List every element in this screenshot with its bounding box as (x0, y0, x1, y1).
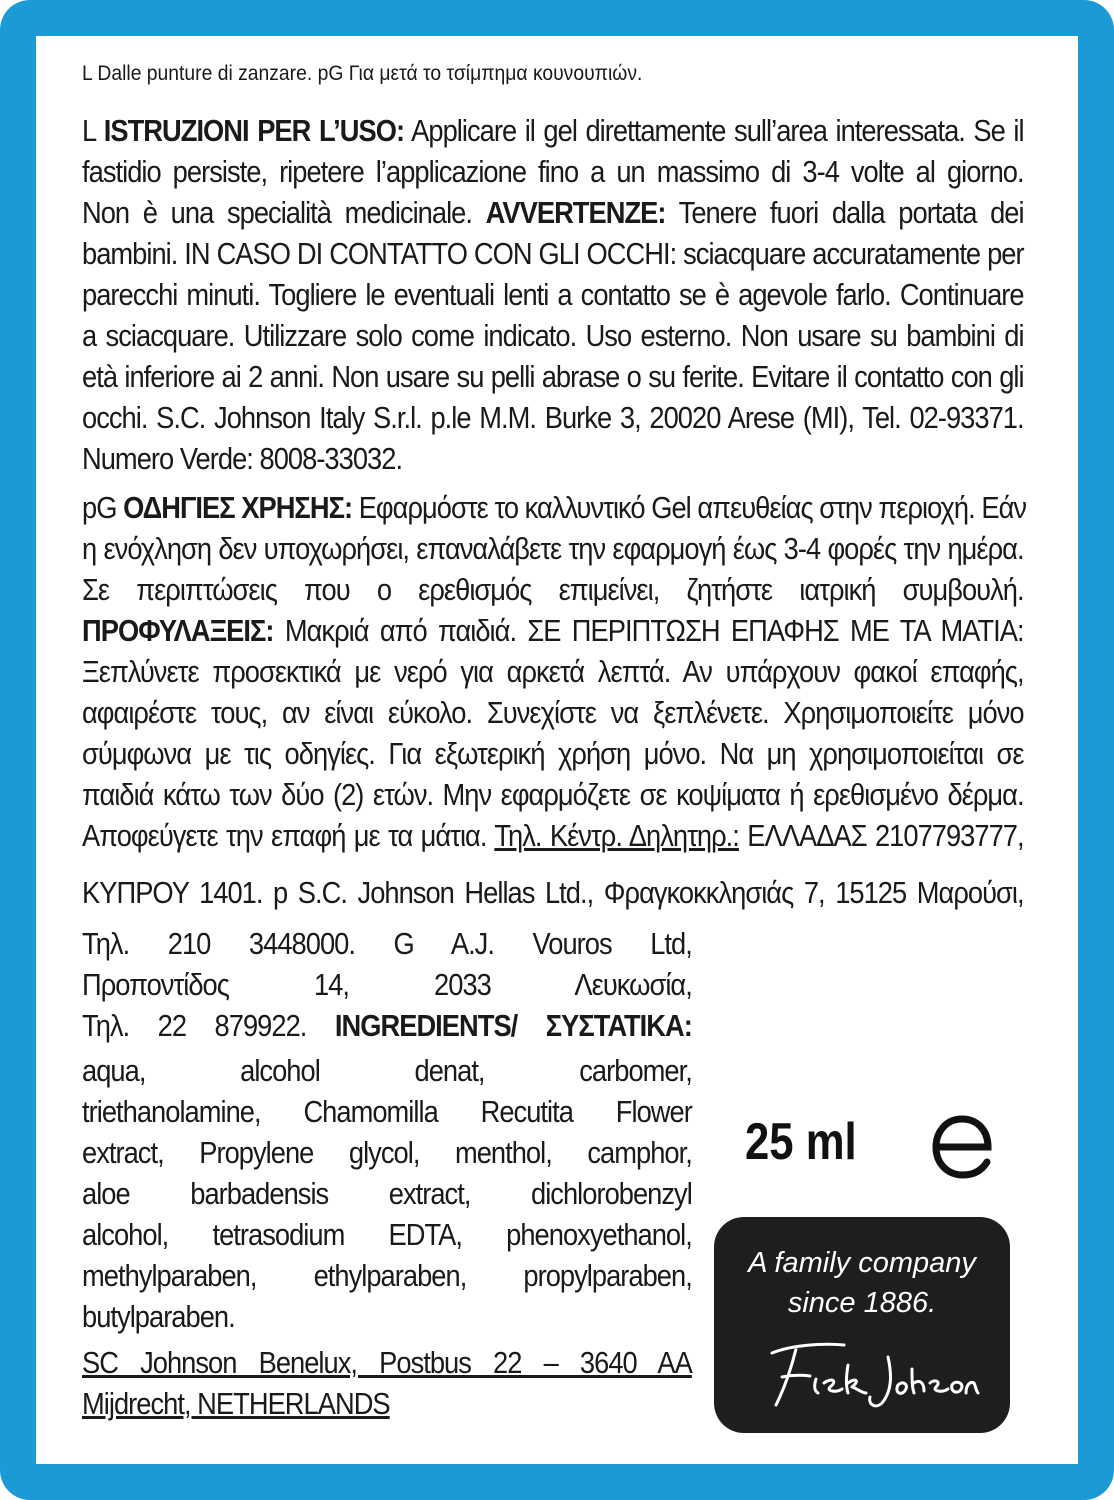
greek-line-8: παιδιά κάτω των δύο (2) ετών. Μην εφαρμόζετε σε κοψίματα ή ερεθισμένο δέρμα. (82, 777, 1024, 812)
greek-line-9 (82, 817, 1024, 854)
italian-text: Applicare il gel direttamente sull’area interessata. Se il (411, 113, 1024, 148)
greek-line-10: ΚΥΠΡΟΥ 1401. p S.C. Johnson Hellas Ltd., Φραγκοκκλησιάς 7, 15125 Μαρούσι, (82, 875, 1024, 910)
greek-line-3: Σε περιπτώσεις που ο ερεθισμός επιμείνει, ζητήστε ιατρική συμβουλή. (82, 572, 1024, 607)
lang-code-it: L (82, 62, 93, 85)
italian-line-6: a sciacquare. Utilizzare solo come indicato. Uso esterno. Non usare su bambini di (82, 318, 1024, 353)
ingredients-heading: INGREDIENTS/ ΣΥΣΤΑΤΙΚΑ: (334, 1008, 692, 1043)
intro-line (82, 62, 642, 86)
lang-code-it: L (82, 113, 96, 148)
distributor-country: Mijdrecht, NETHERLANDS (82, 1386, 390, 1421)
precautions-heading: ΠΡΟΦΥΛΑΞΕΙΣ: (82, 613, 274, 648)
distributor-line-2 (82, 1385, 692, 1422)
greek-text: ΕΛΛΑΔΑΣ 2107793777, (747, 818, 1024, 853)
intro-greek: Για μετά το τσίμπημα κουνουπιών. (348, 62, 643, 85)
greek-line-11: Τηλ. 210 3448000. G A.J. Vouros Ltd, (82, 926, 692, 961)
ingredients-line-2: triethanolamine, Chamomilla Recutita Flower (82, 1094, 692, 1129)
estimated-sign-icon (930, 1113, 994, 1181)
ingredients-line-7: butylparaben. (82, 1299, 235, 1334)
italian-line-5: parecchi minuti. Togliere le eventuali lenti a contatto se è agevole farlo. Continuare (82, 277, 1024, 312)
distributor-line-1 (82, 1344, 692, 1381)
signature (752, 1335, 984, 1413)
greek-line-4 (82, 612, 1024, 649)
greek-line-12: Προποντίδος 14, 2033 Λευκωσία, (82, 967, 692, 1002)
ingredients-line-0 (82, 1007, 692, 1044)
badge-line-2: since 1886. (787, 1287, 937, 1319)
ingredients-line-5: alcohol, tetrasodium EDTA, phenoxyethanol, (82, 1217, 692, 1252)
italian-line-3 (82, 194, 1024, 231)
greek-text: Τηλ. 22 879922. (82, 1008, 307, 1043)
ingredients-line-6: methylparaben, ethylparaben, propylparaben, (82, 1258, 692, 1293)
greek-line-7: σύμφωνα με τις οδηγίες. Για εξωτερική χρήση μόνο. Να μη χρησιμοποιείται σε (82, 736, 1024, 771)
ingredients-line-3: extract, Propylene glycol, menthol, camphor, (82, 1135, 692, 1170)
net-volume: 25 ml (745, 1113, 857, 1171)
lang-code-gr: pG (82, 490, 117, 525)
italian-heading: ISTRUZIONI PER L’USO: (103, 113, 405, 148)
italian-line-1 (82, 112, 1024, 149)
greek-text: Αποφεύγετε την επαφή με τα μάτια. (82, 818, 487, 853)
poison-center-label: Τηλ. Κέντρ. Δηλητηρ.: (494, 818, 739, 853)
greek-text: Εφαρμόστε το καλλυντικό Gel απευθείας στην περιοχή. Εάν (358, 490, 1027, 525)
greek-line-5: Ξεπλύνετε προσεκτικά με νερό για αρκετά λεπτά. Αν υπάρχουν φακοί επαφής, (82, 654, 1024, 689)
ingredients-line-1: aqua, alcohol denat, carbomer, (82, 1053, 692, 1088)
intro-italian: Dalle punture di zanzare. (97, 62, 313, 85)
greek-line-2: η ενόχληση δεν υποχωρήσει, επαναλάβετε την εφαρμογή έως 3-4 φορές την ημέρα. (82, 531, 1024, 566)
italian-line-2: fastidio persiste, ripetere l’applicazione fino a un massimo di 3-4 volte al giorno. (82, 154, 1024, 189)
italian-line-7: età inferiore ai 2 anni. Non usare su pelli abrase o su ferite. Evitare il contatto con gli (82, 359, 1024, 394)
italian-text: Tenere fuori dalla portata dei (678, 195, 1024, 230)
badge-line-1: A family company (748, 1247, 976, 1279)
italian-text: Non è una specialità medicinale. (82, 195, 473, 230)
italian-line-9: Numero Verde: 8008-33032. (82, 441, 403, 476)
ingredients-line-4: aloe barbadensis extract, dichlorobenzyl (82, 1176, 692, 1211)
greek-text: Μακριά από παιδιά. ΣΕ ΠΕΡΙΠΤΩΣΗ ΕΠΑΦΗΣ ΜΕ ΤΑ ΜΑΤΙΑ: (284, 613, 1024, 648)
italian-line-8: occhi. S.C. Johnson Italy S.r.l. p.le M.M. Burke 3, 20020 Arese (MI), Tel. 02-93371. (82, 400, 1024, 435)
distributor-address: SC Johnson Benelux, Postbus 22 – 3640 AA (82, 1345, 692, 1380)
italian-line-4: bambini. IN CASO DI CONTATTO CON GLI OCCHI: sciacquare accuratamente per (82, 236, 1024, 271)
lang-code-gr: pG (317, 62, 344, 85)
warnings-heading: AVVERTENZE: (485, 195, 666, 230)
greek-line-1 (82, 489, 1027, 526)
greek-heading: ΟΔΗΓΙΕΣ ΧΡΗΣΗΣ: (123, 490, 353, 525)
greek-line-6: αφαιρέστε τους, αν είναι εύκολο. Συνεχίστε να ξεπλένετε. Χρησιμοποιείτε μόνο (82, 695, 1024, 730)
